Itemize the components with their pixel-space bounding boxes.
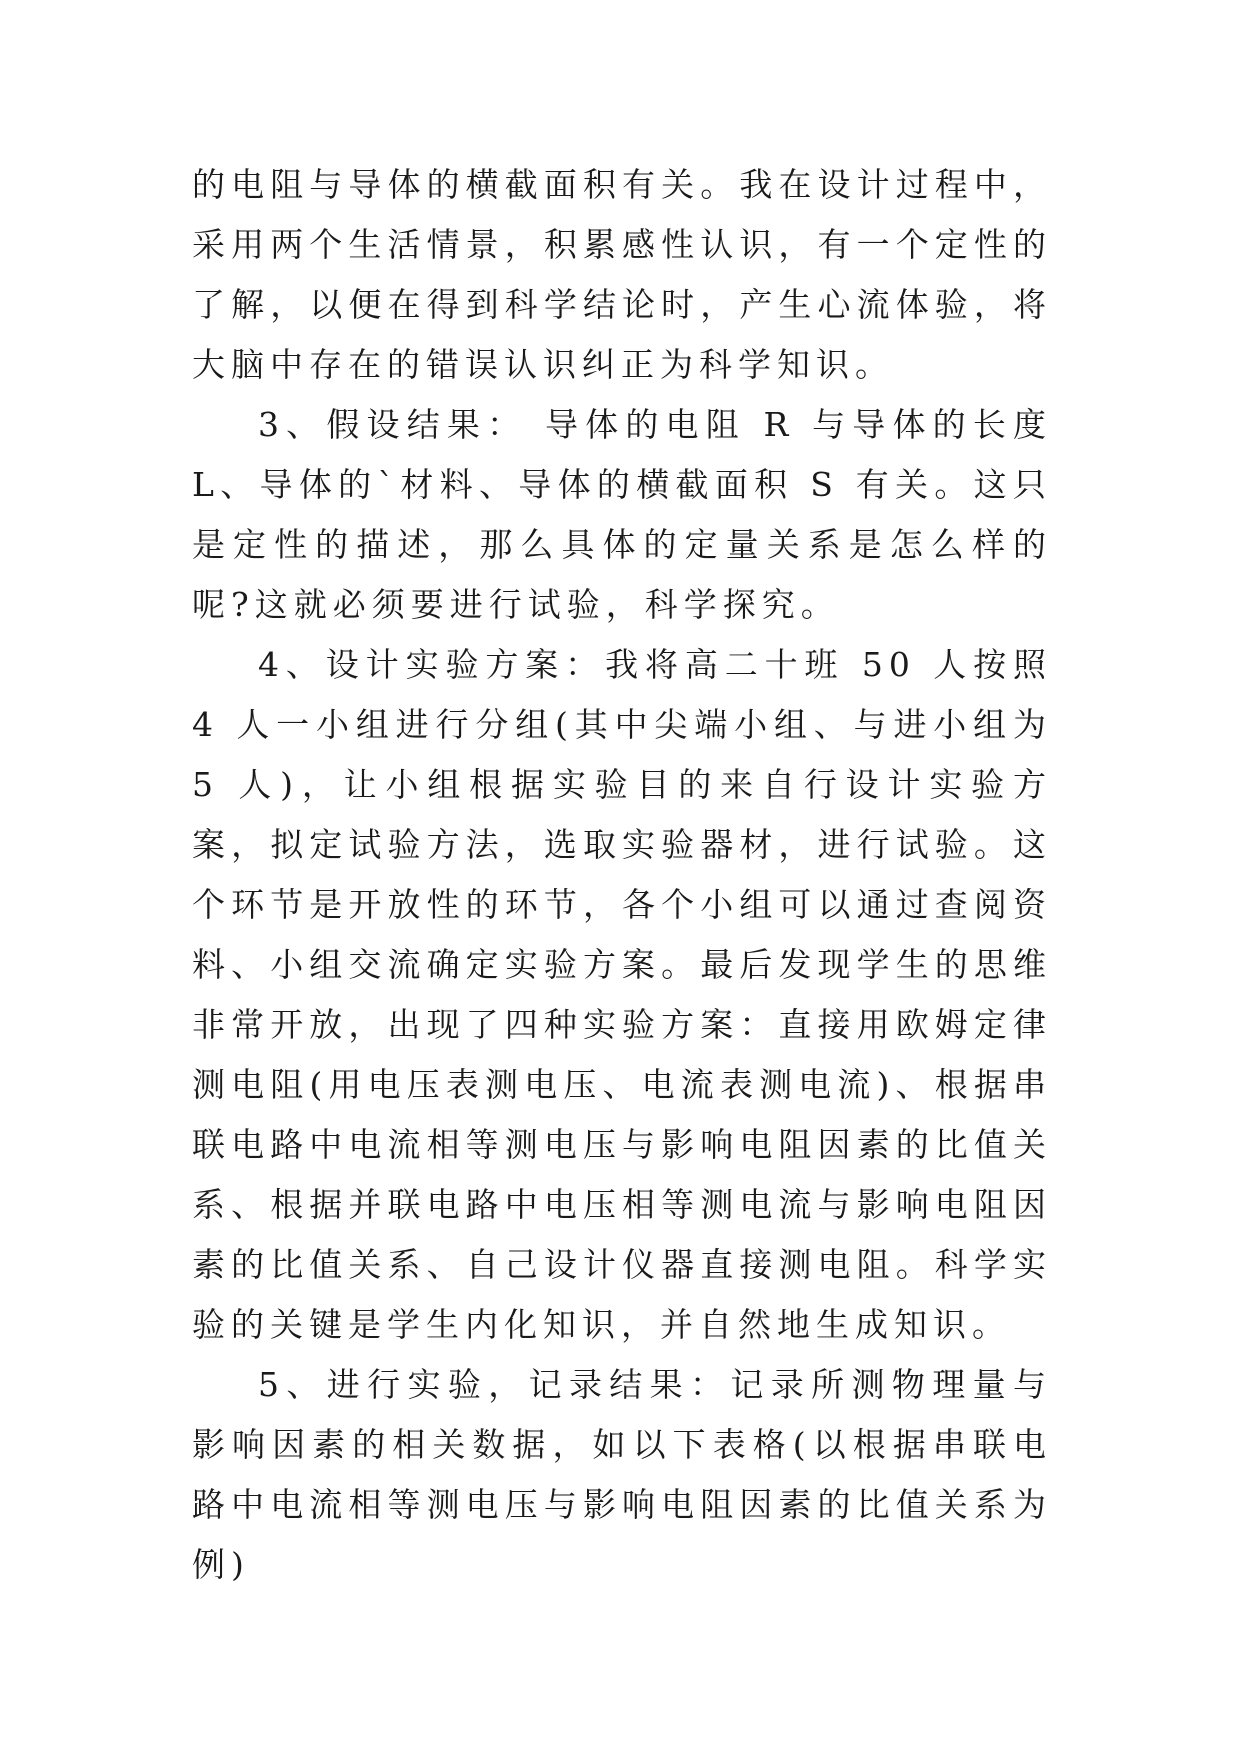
- paragraph-record-results: 5、进行实验，记录结果：记录所测物理量与影响因素的相关数据，如以下表格(以根据串联电路中电流相等测电压与影响电阻因素的比值关系为例): [192, 1365, 1052, 1584]
- paragraph-hypothesis: 3、假设结果： 导体的电阻 R 与导体的长度 L、导体的`材料、导体的横截面积 S 有关。这只是定性的描述，那么具体的定量关系是怎么样的呢?这就必须要进行试验，科学探究。: [192, 405, 1052, 624]
- paragraph-experiment-design: 4、设计实验方案：我将高二十班 50 人按照 4 人一小组进行分组(其中尖端小组、与进小组为 5 人)，让小组根据实验目的来自行设计实验方案，拟定试验方法，选取实验器材，进行试验。这个环节是开放性的环节，各个小组可以通过查阅资料、小组交流确定实验方案。最后发现学生的思维非常开放，出现了四种实验方案：直接用欧姆定律测电阻(用电压表测电压、电流表测电流)、根据串联电路中电流相等测电压与影响电阻因素的比值关系、根据并联电路中电压相等测电流与影响电阻因素的比值关系、自己设计仪器直接测电阻。科学实验的关键是学生内化知识，并自然地生成知识。: [192, 645, 1052, 1344]
- paragraph-continuation: 的电阻与导体的横截面积有关。我在设计过程中，采用两个生活情景，积累感性认识，有一个定性的了解，以便在得到科学结论时，产生心流体验，将大脑中存在的错误认识纠正为科学知识。: [192, 165, 1052, 384]
- document-body: [192, 155, 1052, 1595]
